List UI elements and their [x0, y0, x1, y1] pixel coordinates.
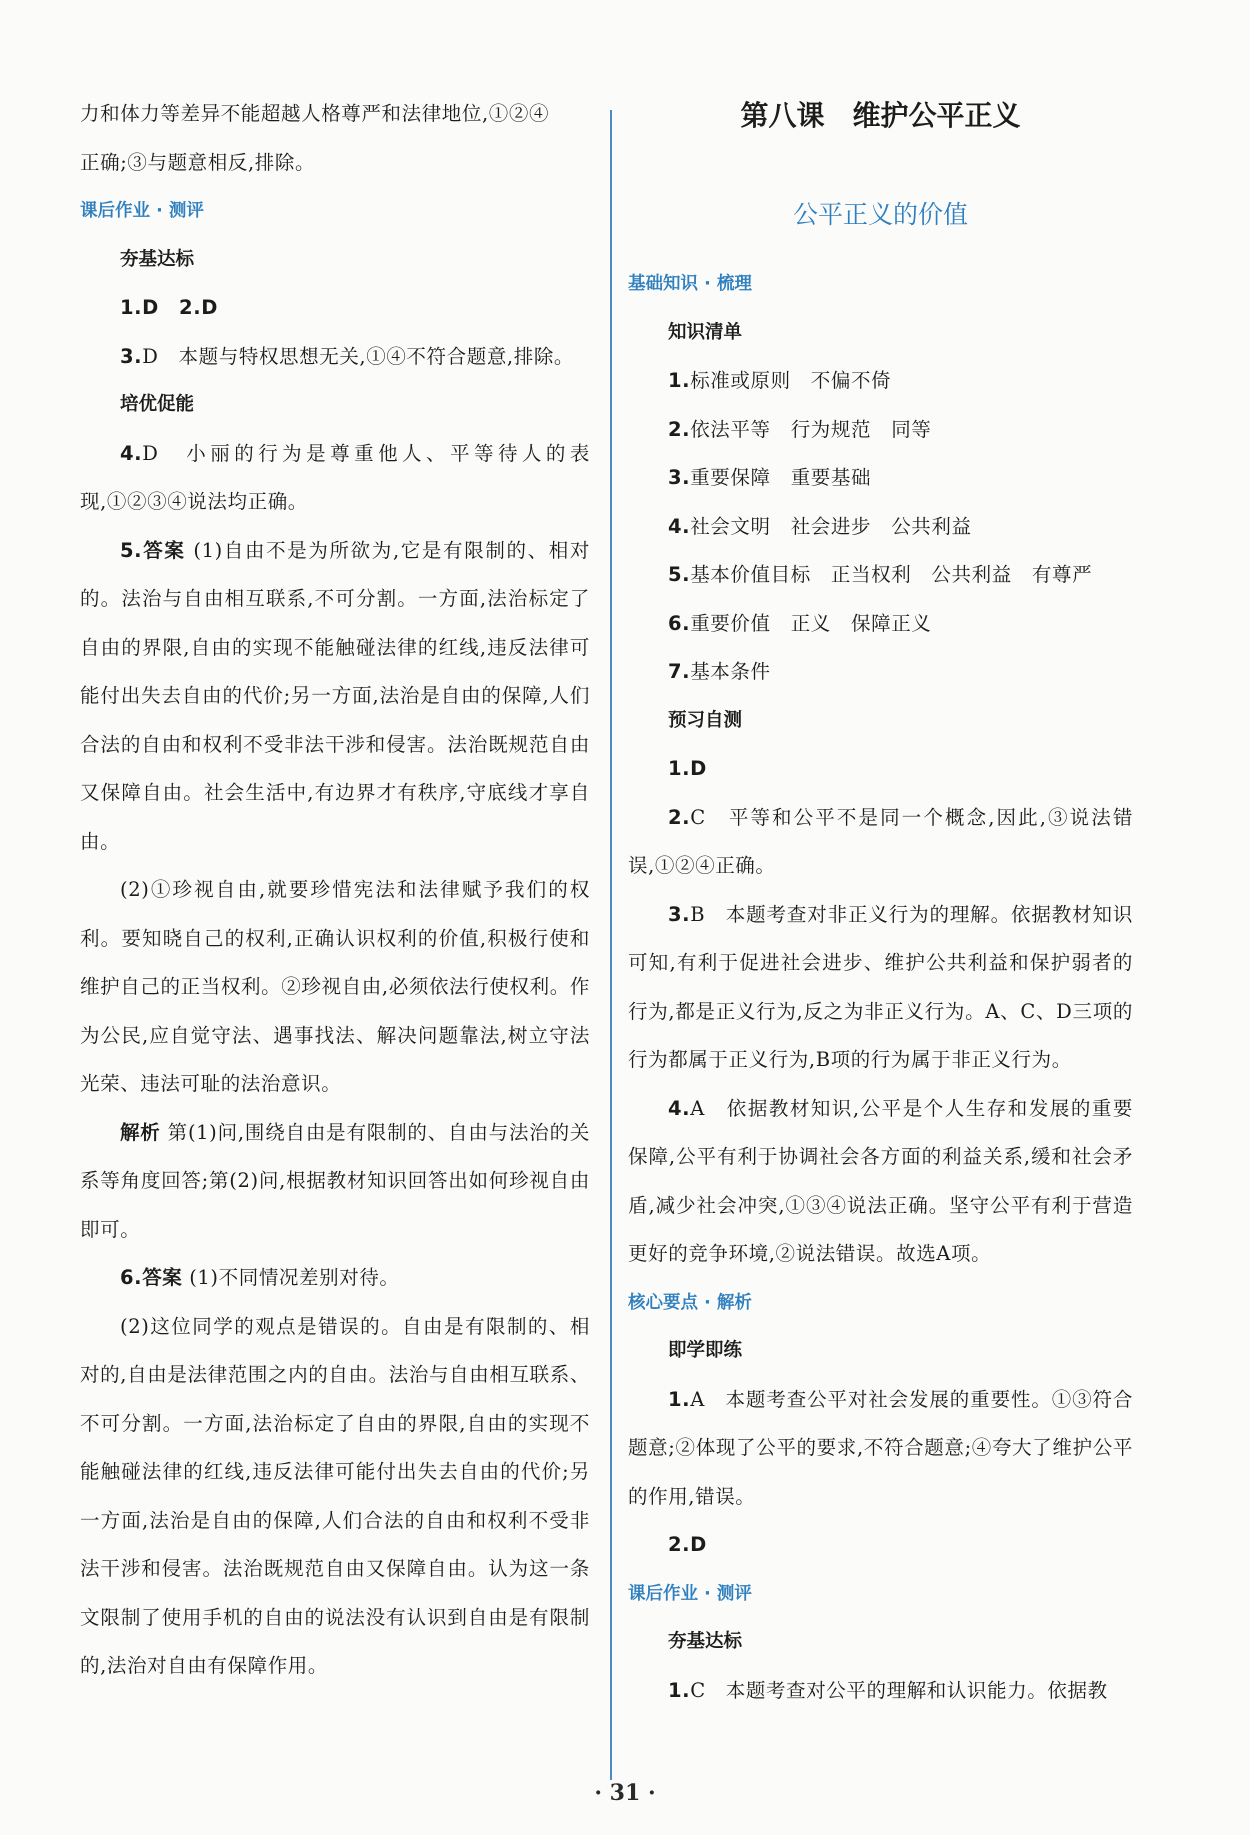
- subheading-improve: 培优促能: [120, 394, 195, 415]
- answer-text: A 依据教材知识,公平是个人生存和发展的重要保障,公平有利于协调社会各方面的利益关系,缓和社会矛盾,减少社会冲突,①③④说法正确。坚守公平有利于营造更好的竞争环境,②说法错误。故选A项。: [628, 1096, 1133, 1265]
- section-heading-basic-knowledge: 基础知识 · 梳理: [628, 274, 752, 294]
- answer-text: B 本题考查对非正义行为的理解。依据教材知识可知,有利于促进社会进步、维护公共利益和保护弱者的行为,都是正义行为,反之为非正义行为。A、C、D三项的行为都属于正义行为,B项的行为属于非正义行为。: [628, 902, 1133, 1071]
- item-text: 重要保障 重要基础: [690, 466, 872, 489]
- item-text: 基本价值目标 正当权利 公共利益 有尊严: [690, 563, 1093, 586]
- answer-number: 6.: [120, 1266, 143, 1289]
- item-text: 依法平等 行为规范 同等: [690, 417, 932, 441]
- continued-text-line-1: 力和体力等差异不能超越人格尊严和法律地位,①②④: [80, 102, 550, 125]
- column-divider: [610, 110, 612, 1780]
- preview-answer-2: [628, 794, 1133, 891]
- lesson-title: 第八课 维护公平正义: [740, 99, 1021, 132]
- answer-number: 1.: [668, 1387, 691, 1411]
- continued-text-line-2: 正确;③与题意相反,排除。: [80, 150, 316, 174]
- section-heading-homework: 课后作业 · 测评: [628, 1583, 752, 1604]
- answer-number: 3.: [120, 344, 143, 368]
- answer-label: 答案: [142, 1266, 183, 1289]
- answer-5-part-2: (2)①珍视自由,就要珍惜宪法和法律赋予我们的权利。要知晓自己的权利,正确认识权利的价值,积极行使和维护自己的正当权利。②珍视自由,必须依法行使权利。作为公民,应自觉守法、遇事找法、解决问题靠法,树立守法光荣、违法可耻的法治意识。: [80, 878, 590, 1095]
- analysis-text: 第(1)问,围绕自由是有限制的、自由与法治的关系等角度回答;第(2)问,根据教材知识回答出如何珍视自由即可。: [80, 1120, 590, 1241]
- answer-number: 4.: [668, 1096, 691, 1120]
- right-column: [628, 90, 1133, 1715]
- answer-3: [80, 333, 590, 382]
- answer-1-2: 1.D 2.D: [120, 296, 219, 319]
- left-column: [80, 90, 590, 1691]
- answer-5-analysis: [80, 1109, 590, 1255]
- answer-number: 5.: [120, 538, 143, 562]
- item-text: 社会文明 社会进步 公共利益: [690, 514, 972, 538]
- answer-6-part-1: [80, 1254, 590, 1303]
- item-text: 基本条件: [690, 660, 771, 683]
- knowledge-item: [628, 551, 1133, 600]
- analysis-label: 解析: [120, 1120, 161, 1144]
- item-number: 6.: [668, 611, 691, 635]
- item-number: 4.: [668, 514, 691, 538]
- practice-answer-1: [628, 1376, 1133, 1522]
- answer-number: 3.: [668, 902, 691, 926]
- item-text: 标准或原则 不偏不倚: [690, 369, 892, 392]
- preview-answer-4: [628, 1085, 1133, 1279]
- item-number: 2.: [668, 417, 691, 441]
- answer-label: 答案: [142, 538, 186, 562]
- topic-title: 公平正义的价值: [792, 200, 968, 229]
- answer-text: A 本题考查公平对社会发展的重要性。①③符合题意;②体现了公平的要求,不符合题意;④夸大了维护公平的作用,错误。: [628, 1387, 1133, 1508]
- item-number: 1.: [668, 369, 691, 392]
- answer-number: 2.: [668, 805, 691, 829]
- answer-text: C 平等和公平不是同一个概念,因此,③说法错误,①②④正确。: [628, 805, 1133, 877]
- section-heading-homework: 课后作业 · 测评: [80, 201, 204, 221]
- answer-text: C 本题考查对公平的理解和认识能力。依据教: [690, 1678, 1108, 1702]
- knowledge-item: [628, 357, 1133, 406]
- preview-answer-1: 1.D: [668, 757, 707, 780]
- answer-4: [80, 430, 590, 527]
- subheading-basic: 夯基达标: [668, 1631, 743, 1652]
- knowledge-item: [628, 648, 1133, 697]
- homework-answer-1: [628, 1667, 1133, 1716]
- knowledge-item: [628, 503, 1133, 552]
- answer-5-part-1: [80, 527, 590, 867]
- knowledge-item: [628, 600, 1133, 649]
- answer-text: D 本题与特权思想无关,①④不符合题意,排除。: [142, 344, 575, 368]
- page-number: · 31 ·: [594, 1780, 656, 1806]
- answer-text: (1)不同情况差别对待。: [189, 1266, 400, 1289]
- answer-text: D 小丽的行为是尊重他人、平等待人的表现,①②③④说法均正确。: [80, 441, 590, 513]
- item-text: 重要价值 正义 保障正义: [690, 611, 932, 635]
- item-number: 7.: [668, 660, 691, 683]
- subheading-knowledge-list: 知识清单: [668, 321, 743, 343]
- answer-6-part-2: (2)这位同学的观点是错误的。自由是有限制的、相对的,自由是法律范围之内的自由。法治与自由相互联系、不可分割。一方面,法治标定了自由的界限,自由的实现不能触碰法律的红线,违反法律可能付出失去自由的代价;另一方面,法治是自由的保障,人们合法的自由和权利不受非法干涉和侵害。法治既规范自由又保障自由。认为这一条文限制了使用手机的自由的说法没有认识到自由是有限制的,法治对自由有保障作用。: [80, 1314, 590, 1677]
- knowledge-item: [628, 454, 1133, 503]
- subheading-preview-test: 预习自测: [668, 709, 743, 731]
- subheading-practice: 即学即练: [668, 1340, 743, 1361]
- answer-number: 4.: [120, 441, 143, 465]
- section-heading-core-points: 核心要点 · 解析: [628, 1292, 752, 1313]
- subheading-basic: 夯基达标: [120, 248, 195, 270]
- item-number: 3.: [668, 466, 691, 489]
- item-number: 5.: [668, 563, 691, 586]
- answer-text: (1)自由不是为所欲为,它是有限制的、相对的。法治与自由相互联系,不可分割。一方面,法治标定了自由的界限,自由的实现不能触碰法律的红线,违反法律可能付出失去自由的代价;另一方面,法治是自由的保障,人们合法的自由和权利不受非法干涉和侵害。法治既规范自由又保障自由。社会生活中,有边界才有秩序,守底线才享自由。: [80, 538, 590, 853]
- practice-answer-2: 2.D: [668, 1533, 707, 1556]
- knowledge-item: [628, 406, 1133, 455]
- answer-number: 1.: [668, 1678, 691, 1702]
- preview-answer-3: [628, 891, 1133, 1085]
